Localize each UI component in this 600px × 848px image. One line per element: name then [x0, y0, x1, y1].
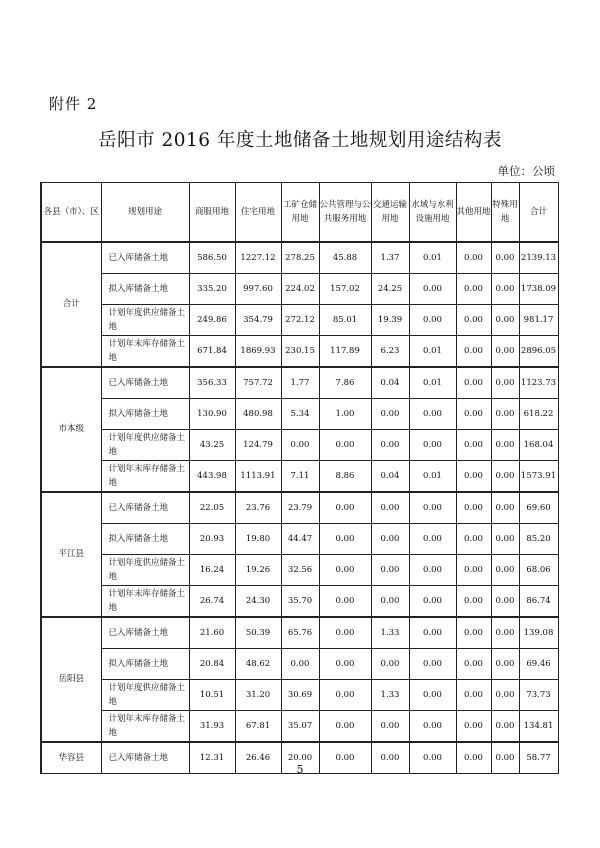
value-cell: 0.00	[319, 680, 371, 711]
value-cell: 5.34	[281, 399, 319, 430]
value-cell: 2896.05	[519, 336, 558, 368]
value-cell: 117.89	[319, 336, 371, 368]
header-water: 水域与水利设施用地	[409, 183, 456, 243]
value-cell: 0.00	[456, 399, 491, 430]
header-special: 特殊用地	[491, 183, 519, 243]
county-cell: 平江县	[41, 492, 101, 617]
table-row	[41, 274, 558, 305]
value-cell: 618.22	[519, 399, 558, 430]
value-cell: 0.00	[409, 430, 456, 461]
value-cell: 21.60	[189, 617, 235, 649]
value-cell: 0.00	[409, 742, 456, 774]
table-row	[41, 711, 558, 743]
value-cell: 1.37	[371, 242, 409, 274]
value-cell: 0.00	[491, 336, 519, 368]
value-cell: 0.00	[409, 586, 456, 618]
planned-use-cell: 计划年末库存储备土地	[101, 336, 189, 368]
value-cell: 20.00	[281, 742, 319, 774]
value-cell: 0.00	[491, 305, 519, 336]
value-cell: 0.01	[409, 336, 456, 368]
value-cell: 0.04	[371, 367, 409, 399]
planned-use-cell: 计划年度供应储备土地	[101, 430, 189, 461]
header-planned-use: 规划用途	[101, 183, 189, 243]
value-cell: 0.00	[456, 524, 491, 555]
value-cell: 168.04	[519, 430, 558, 461]
value-cell: 69.46	[519, 649, 558, 680]
value-cell: 0.00	[409, 524, 456, 555]
value-cell: 50.39	[235, 617, 281, 649]
value-cell: 224.02	[281, 274, 319, 305]
value-cell: 1227.12	[235, 242, 281, 274]
value-cell: 0.00	[319, 742, 371, 774]
value-cell: 443.98	[189, 461, 235, 493]
value-cell: 35.07	[281, 711, 319, 743]
value-cell: 73.73	[519, 680, 558, 711]
value-cell: 0.00	[409, 680, 456, 711]
value-cell: 0.00	[371, 711, 409, 743]
value-cell: 0.00	[409, 274, 456, 305]
value-cell: 7.11	[281, 461, 319, 493]
value-cell: 0.00	[491, 649, 519, 680]
value-cell: 278.25	[281, 242, 319, 274]
value-cell: 0.00	[456, 336, 491, 368]
value-cell: 67.81	[235, 711, 281, 743]
table-row	[41, 586, 558, 618]
table-row	[41, 649, 558, 680]
value-cell: 0.00	[491, 274, 519, 305]
value-cell: 0.00	[491, 399, 519, 430]
value-cell: 0.00	[456, 274, 491, 305]
page-title: 岳阳市 2016 年度土地储备土地规划用途结构表	[98, 130, 502, 151]
value-cell: 0.00	[491, 524, 519, 555]
table-row	[41, 524, 558, 555]
value-cell: 0.00	[456, 461, 491, 493]
value-cell: 0.00	[456, 617, 491, 649]
value-cell: 6.23	[371, 336, 409, 368]
table-row	[41, 242, 558, 274]
planned-use-cell: 拟入库储备土地	[101, 274, 189, 305]
header-county: 各县（市）、区	[41, 183, 101, 243]
table-row	[41, 555, 558, 586]
value-cell: 0.00	[319, 617, 371, 649]
value-cell: 0.00	[319, 430, 371, 461]
county-cell: 岳阳县	[41, 617, 101, 742]
table-row	[41, 617, 558, 649]
planned-use-cell: 已入库储备土地	[101, 242, 189, 274]
value-cell: 0.00	[491, 617, 519, 649]
value-cell: 0.00	[319, 586, 371, 618]
value-cell: 0.00	[491, 367, 519, 399]
value-cell: 24.30	[235, 586, 281, 618]
table-row	[41, 399, 558, 430]
value-cell: 0.00	[409, 555, 456, 586]
value-cell: 31.93	[189, 711, 235, 743]
planned-use-cell: 计划年度供应储备土地	[101, 305, 189, 336]
value-cell: 85.20	[519, 524, 558, 555]
value-cell: 45.88	[319, 242, 371, 274]
value-cell: 586.50	[189, 242, 235, 274]
table-row	[41, 680, 558, 711]
value-cell: 0.00	[409, 305, 456, 336]
planned-use-cell: 计划年末库存储备土地	[101, 586, 189, 618]
value-cell: 69.60	[519, 492, 558, 524]
value-cell: 0.00	[491, 586, 519, 618]
planned-use-cell: 计划年末库存储备土地	[101, 461, 189, 493]
value-cell: 12.31	[189, 742, 235, 774]
value-cell: 997.60	[235, 274, 281, 305]
value-cell: 0.00	[456, 711, 491, 743]
value-cell: 1123.73	[519, 367, 558, 399]
value-cell: 19.39	[371, 305, 409, 336]
value-cell: 0.00	[491, 242, 519, 274]
value-cell: 1.33	[371, 617, 409, 649]
value-cell: 0.00	[456, 680, 491, 711]
value-cell: 32.56	[281, 555, 319, 586]
value-cell: 0.00	[456, 555, 491, 586]
value-cell: 0.00	[456, 492, 491, 524]
value-cell: 85.01	[319, 305, 371, 336]
value-cell: 19.26	[235, 555, 281, 586]
header-public-service: 公共管理与公共服务用地	[319, 183, 371, 243]
value-cell: 26.74	[189, 586, 235, 618]
table-row	[41, 430, 558, 461]
header-row	[41, 183, 558, 243]
planned-use-cell: 拟入库储备土地	[101, 649, 189, 680]
value-cell: 20.93	[189, 524, 235, 555]
value-cell: 86.74	[519, 586, 558, 618]
attachment-label: 附件 2	[49, 95, 98, 113]
unit-label: 单位：公顷	[497, 164, 555, 178]
value-cell: 44.47	[281, 524, 319, 555]
value-cell: 0.00	[371, 399, 409, 430]
value-cell: 0.00	[491, 555, 519, 586]
value-cell: 1573.91	[519, 461, 558, 493]
value-cell: 0.00	[319, 711, 371, 743]
value-cell: 0.04	[371, 461, 409, 493]
value-cell: 981.17	[519, 305, 558, 336]
value-cell: 0.00	[319, 492, 371, 524]
value-cell: 1.00	[319, 399, 371, 430]
value-cell: 0.00	[371, 586, 409, 618]
value-cell: 1.77	[281, 367, 319, 399]
value-cell: 0.00	[456, 242, 491, 274]
value-cell: 0.00	[409, 399, 456, 430]
value-cell: 0.00	[456, 430, 491, 461]
value-cell: 0.00	[319, 649, 371, 680]
value-cell: 0.00	[371, 524, 409, 555]
value-cell: 356.33	[189, 367, 235, 399]
value-cell: 2139.13	[519, 242, 558, 274]
planned-use-cell: 已入库储备土地	[101, 617, 189, 649]
value-cell: 0.00	[456, 649, 491, 680]
value-cell: 272.12	[281, 305, 319, 336]
value-cell: 8.86	[319, 461, 371, 493]
table-row	[41, 336, 558, 368]
value-cell: 354.79	[235, 305, 281, 336]
value-cell: 23.76	[235, 492, 281, 524]
value-cell: 26.46	[235, 742, 281, 774]
value-cell: 0.01	[409, 367, 456, 399]
value-cell: 31.20	[235, 680, 281, 711]
county-cell: 合计	[41, 242, 101, 367]
value-cell: 1.33	[371, 680, 409, 711]
value-cell: 30.69	[281, 680, 319, 711]
value-cell: 0.00	[456, 367, 491, 399]
value-cell: 48.62	[235, 649, 281, 680]
value-cell: 20.84	[189, 649, 235, 680]
value-cell: 0.01	[409, 461, 456, 493]
value-cell: 0.00	[281, 430, 319, 461]
value-cell: 0.00	[491, 711, 519, 743]
planned-use-cell: 计划年度供应储备土地	[101, 555, 189, 586]
value-cell: 230.15	[281, 336, 319, 368]
value-cell: 1113.91	[235, 461, 281, 493]
value-cell: 58.77	[519, 742, 558, 774]
value-cell: 24.25	[371, 274, 409, 305]
page-number: 5	[296, 763, 304, 776]
value-cell: 0.00	[371, 492, 409, 524]
value-cell: 134.81	[519, 711, 558, 743]
header-residential: 住宅用地	[235, 183, 281, 243]
value-cell: 0.01	[409, 242, 456, 274]
value-cell: 0.00	[491, 430, 519, 461]
value-cell: 10.51	[189, 680, 235, 711]
value-cell: 757.72	[235, 367, 281, 399]
header-commercial: 商服用地	[189, 183, 235, 243]
value-cell: 0.00	[371, 742, 409, 774]
table-row	[41, 492, 558, 524]
planned-use-cell: 已入库储备土地	[101, 367, 189, 399]
table-row	[41, 461, 558, 493]
value-cell: 0.00	[371, 649, 409, 680]
table-row	[41, 305, 558, 336]
planned-use-cell: 计划年末库存储备土地	[101, 711, 189, 743]
value-cell: 139.08	[519, 617, 558, 649]
value-cell: 0.00	[409, 711, 456, 743]
value-cell: 0.00	[491, 461, 519, 493]
value-cell: 0.00	[409, 492, 456, 524]
header-other: 其他用地	[456, 183, 491, 243]
county-cell: 市本级	[41, 367, 101, 492]
planned-use-cell: 已入库储备土地	[101, 742, 189, 774]
value-cell: 0.00	[319, 555, 371, 586]
value-cell: 249.86	[189, 305, 235, 336]
table-row	[41, 367, 558, 399]
value-cell: 130.90	[189, 399, 235, 430]
value-cell: 43.25	[189, 430, 235, 461]
planned-use-cell: 拟入库储备土地	[101, 399, 189, 430]
value-cell: 0.00	[371, 430, 409, 461]
value-cell: 335.20	[189, 274, 235, 305]
header-transport: 交通运输用地	[371, 183, 409, 243]
value-cell: 0.00	[456, 742, 491, 774]
value-cell: 7.86	[319, 367, 371, 399]
value-cell: 0.00	[456, 586, 491, 618]
value-cell: 19.80	[235, 524, 281, 555]
value-cell: 0.00	[371, 555, 409, 586]
value-cell: 0.00	[491, 680, 519, 711]
value-cell: 0.00	[456, 305, 491, 336]
value-cell: 0.00	[491, 742, 519, 774]
header-total: 合计	[519, 183, 558, 243]
land-use-table	[40, 182, 559, 774]
value-cell: 1738.09	[519, 274, 558, 305]
value-cell: 124.79	[235, 430, 281, 461]
value-cell: 671.84	[189, 336, 235, 368]
value-cell: 0.00	[281, 649, 319, 680]
value-cell: 68.06	[519, 555, 558, 586]
table-body	[41, 242, 558, 774]
header-industrial: 工矿仓储用地	[281, 183, 319, 243]
value-cell: 480.98	[235, 399, 281, 430]
value-cell: 0.00	[491, 492, 519, 524]
planned-use-cell: 拟入库储备土地	[101, 524, 189, 555]
value-cell: 0.00	[409, 649, 456, 680]
value-cell: 22.05	[189, 492, 235, 524]
value-cell: 1869.93	[235, 336, 281, 368]
planned-use-cell: 已入库储备土地	[101, 492, 189, 524]
value-cell: 0.00	[409, 617, 456, 649]
value-cell: 0.00	[319, 524, 371, 555]
county-cell: 华容县	[41, 742, 101, 774]
value-cell: 157.02	[319, 274, 371, 305]
planned-use-cell: 计划年度供应储备土地	[101, 680, 189, 711]
value-cell: 16.24	[189, 555, 235, 586]
value-cell: 35.70	[281, 586, 319, 618]
value-cell: 23.79	[281, 492, 319, 524]
value-cell: 65.76	[281, 617, 319, 649]
